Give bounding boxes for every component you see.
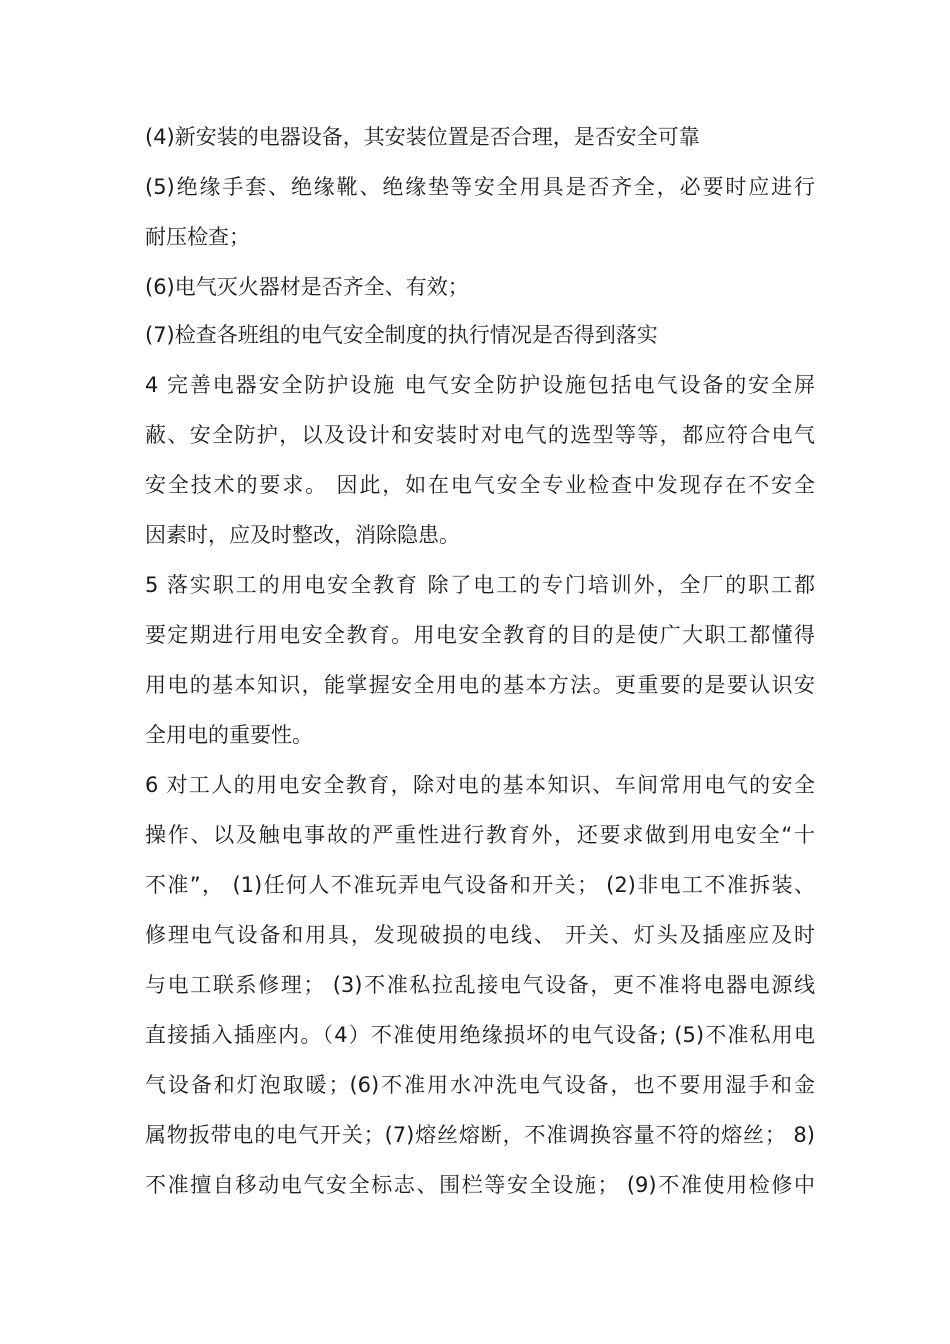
text-line: 用电的基本知识，能掌握安全用电的基本方法。更重要的是要认识安 [145, 673, 815, 697]
text-line: 修理电气设备和用具，发现破损的电线、 开关、灯头及插座应及时 [145, 923, 815, 947]
text-line-item4: (4)新安装的电器设备，其安装位置是否合理，是否安全可靠 [145, 125, 700, 149]
text-line: 因素时，应及时整改，消除隐患。 [145, 523, 460, 547]
text-line-section4: 4 完善电器安全防护设施 电气安全防护设施包括电气设备的安全屏 [145, 373, 815, 397]
text-line: 安全技术的要求。 因此，如在电气安全专业检查中发现存在不安全 [145, 473, 815, 497]
text-line: 蔽、安全防护，以及设计和安装时对电气的选型等等，都应符合电气 [145, 423, 815, 447]
text-line: 全用电的重要性。 [145, 723, 313, 747]
text-line-item6: (6)电气灭火器材是否齐全、有效； [145, 275, 469, 299]
text-line-section6: 6 对工人的用电安全教育，除对电的基本知识、车间常用电气的安全 [145, 773, 815, 797]
text-line-item5: (5)绝缘手套、绝缘靴、绝缘垫等安全用具是否齐全，必要时应进行 [145, 175, 815, 199]
text-line: 不准擅自移动电气安全标志、围栏等安全设施； (9)不准使用检修中 [145, 1173, 815, 1197]
text-line: 与电工联系修理； (3)不准私拉乱接电气设备，更不准将电器电源线 [145, 973, 815, 997]
text-line-item7: (7)检查各班组的电气安全制度的执行情况是否得到落实 [145, 323, 658, 347]
text-line: 不准”， (1)任何人不准玩弄电气设备和开关； (2)非电工不准拆装、 [145, 873, 815, 897]
text-line: 气设备和灯泡取暖；(6)不准用水冲洗电气设备，也不要用湿手和金 [145, 1073, 815, 1097]
text-line-section5: 5 落实职工的用电安全教育 除了电工的专门培训外，全厂的职工都 [145, 573, 815, 597]
text-line: 要定期进行用电安全教育。用电安全教育的目的是使广大职工都懂得 [145, 623, 815, 647]
text-line: 耐压检查； [145, 225, 250, 249]
text-line: 操作、以及触电事故的严重性进行教育外，还要求做到用电安全“十 [145, 823, 815, 847]
text-line: 属物扳带电的电气开关；(7)熔丝熔断，不准调换容量不符的熔丝； 8) [145, 1123, 815, 1147]
text-line: 直接插入插座内。（4）不准使用绝缘损坏的电气设备; (5)不准私用电 [145, 1023, 815, 1047]
